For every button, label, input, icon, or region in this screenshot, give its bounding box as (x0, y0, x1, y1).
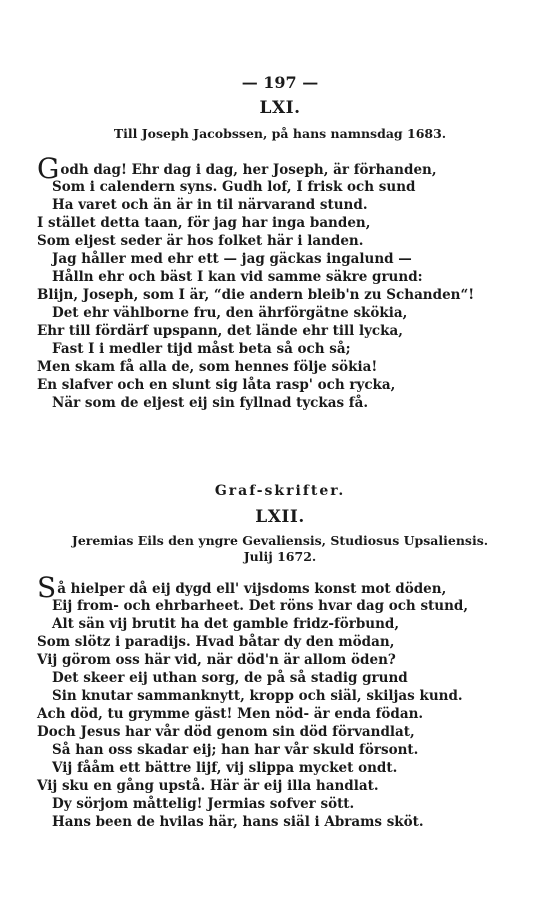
poem-line: En slafver och en slunt sig låta rasp' och rycka, (37, 377, 396, 393)
poem-line: Som eljest seder är hos folket här i landen. (37, 233, 364, 249)
poem-line: Blijn, Joseph, som I är, “die andern bleib'n zu Schanden“! (37, 287, 475, 303)
poem-line: Vij sku en gång upstå. Här är eij illa handlat. (37, 778, 379, 794)
poem-line: Fast I i medler tijd måst beta så och så; (52, 341, 351, 357)
poem-line: Men skam få alla de, som hennes följe sökia! (37, 359, 378, 375)
poem-line: Så han oss skadar eij; han har vår skuld försont. (52, 742, 419, 758)
poem-line: Doch Jesus har vår död genom sin död förvandlat, (37, 724, 415, 740)
poem-line: Jag håller med ehr ett — jag gäckas ingalund — (52, 251, 412, 267)
page-number: — 197 — (241, 73, 319, 92)
section-ornament-heading: Graf-skrifter. (214, 483, 346, 499)
poem-line: Dy sörjom måttelig! Jermias sofver sött. (52, 796, 355, 812)
poem-line: Godh dag! Ehr dag i dag, her Joseph, är förhanden, (37, 152, 437, 185)
section-heading-lxi: LXI. (259, 98, 301, 118)
poem-line: Ach död, tu grymme gäst! Men nöd- är enda födan. (37, 706, 424, 722)
poem-line: Som i calendern syns. Gudh lof, I frisk och sund (52, 179, 416, 195)
poem-line: När som de eljest eij sin fyllnad tyckas få. (52, 395, 369, 411)
section-heading-lxii: LXII. (255, 507, 305, 527)
poem-line: Ehr till fördärf upspann, det lände ehr till lycka, (37, 323, 403, 339)
drop-cap: S (37, 571, 57, 604)
poem-line: Det ehr vählborne fru, den ährförgätne skökia, (52, 305, 408, 321)
poem-line: Hans been de hvilas här, hans siäl i Abrams sköt. (52, 814, 424, 830)
drop-cap: G (37, 152, 60, 185)
poem-line: Vij fååm ett bättre lijf, vij slippa mycket ondt. (52, 760, 398, 776)
poem-line: I stället detta taan, för jag har inga banden, (37, 215, 371, 231)
poem-line: Det skeer eij uthan sorg, de på så stadig grund (52, 670, 408, 686)
section-subtitle-lxii: Jeremias Eils den yngre Gevaliensis, Studiosus Upsaliensis. (71, 533, 489, 548)
poem-line: Eij from- och ehrbarheet. Det röns hvar dag och stund, (52, 598, 469, 614)
poem-line: Alt sän vij brutit ha det gamble fridz-förbund, (52, 616, 400, 632)
poem-line: Sin knutar sammanknytt, kropp och siäl, skiljas kund. (52, 688, 463, 704)
poem-line: Som slötz i paradijs. Hvad båtar dy den mödan, (37, 634, 395, 650)
poem-line: Så hielper då eij dygd ell' vijsdoms konst mot döden, (37, 571, 447, 604)
poem-line: Ha varet och än är in til närvarand stund. (52, 197, 368, 213)
section-date-lxii: Julij 1672. (243, 549, 317, 564)
section-subtitle-lxi: Till Joseph Jacobssen, på hans namnsdag 1683. (113, 126, 447, 141)
poem-line: Vij görom oss här vid, när död'n är allom öden? (37, 652, 396, 668)
poem-line: Hålln ehr och bäst I kan vid samme säkre grund: (52, 269, 423, 285)
